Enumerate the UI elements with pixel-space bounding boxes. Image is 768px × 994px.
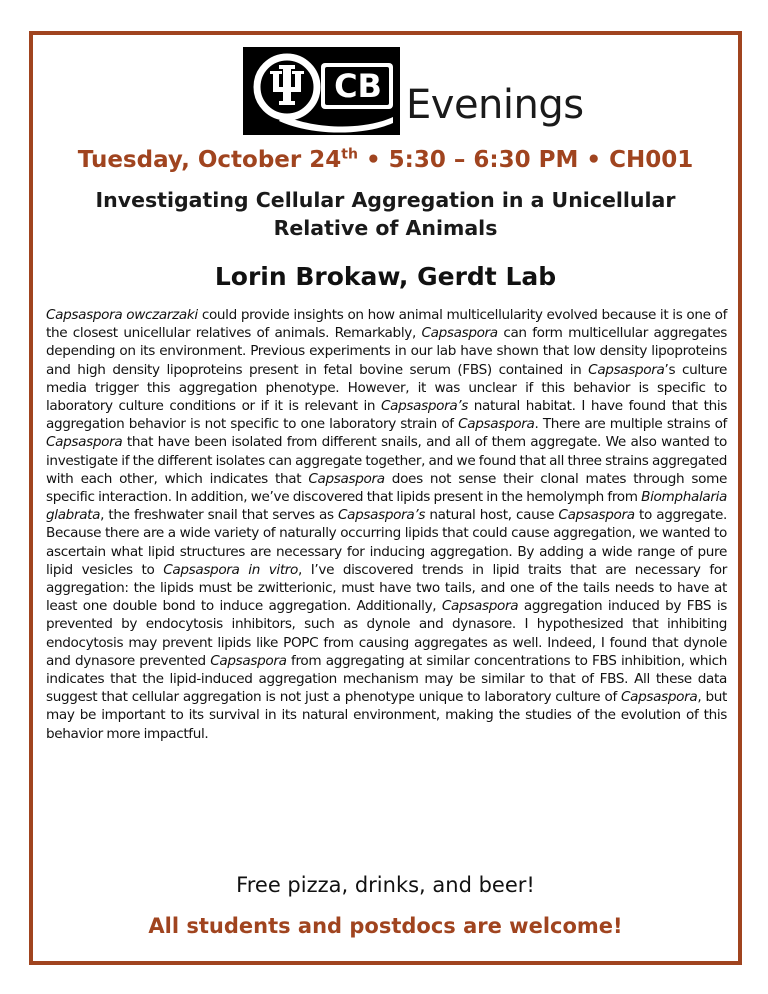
date-ordinal-suffix: th	[341, 146, 358, 163]
abstract-text: , the freshwater snail that serves as	[100, 507, 339, 524]
event-time: 5:30 – 6:30 PM	[388, 147, 579, 173]
abstract-italic-term: Capsaspora	[308, 470, 385, 487]
abstract-italic-term: Capsaspora	[421, 325, 498, 342]
abstract-text: natural host, cause	[425, 507, 559, 524]
series-title: Evenings	[406, 82, 584, 128]
event-dateline	[33, 145, 738, 175]
abstract-text: does not sense their clonal mates through some specific interaction. In addition, we’ve discovered that lipids present in the hemolymph from	[46, 470, 727, 506]
qcb-logo	[243, 47, 400, 135]
perks-line: Free pizza, drinks, and beer!	[236, 873, 535, 897]
abstract-italic-term: Capsaspora’s	[338, 507, 426, 524]
abstract-italic-term: Capsaspora’s	[380, 398, 468, 415]
abstract-text: ’s culture media trigger this aggregation phenotype. However, it was unclear if this behavior is specific to laboratory culture conditions or if it is relevant in	[46, 361, 727, 415]
abstract-text: . There are multiple strains of	[534, 416, 727, 433]
talk-title-line-1: Investigating Cellular Aggregation in a Unicellular	[95, 188, 676, 212]
abstract-italic-term: Capsaspora	[210, 652, 287, 669]
abstract-italic-term: Capsaspora	[458, 416, 535, 433]
abstract-text: aggregation induced by FBS is prevented by endocytosis inhibitors, such as dynole and dynasore. I hypothesized that inhibiting endocytosis may prevent lipids like POPC from causing aggregates as well. Indeed, I found that dynole and dynasore prevented	[46, 598, 727, 669]
abstract-italic-term: Capsaspora	[621, 689, 698, 706]
abstract-italic-term: Capsaspora	[441, 598, 519, 615]
abstract-text: can form multicellular aggregates depending on its environment. Previous experiments in our lab have shown that low density lipoproteins and high density lipoproteins present in fetal bovine serum (FBS) contained in	[46, 325, 728, 378]
poster-border	[29, 31, 742, 965]
abstract-text: , but may be important to its survival in its natural environment, making the studies of the evolution of this behavior more impactful.	[46, 689, 727, 742]
abstract-italic-term: Capsaspora	[588, 361, 665, 378]
abstract-text: from aggregating at similar concentrations to FBS inhibition, which indicates that the lipid-induced aggregation mechanism may be similar to that of FBS. All these data suggest that cellular aggregation is not just a phenotype unique to laboratory culture of	[46, 652, 727, 706]
abstract-text: , I’ve discovered trends in lipid traits that are necessary for aggregation: the lipids must be zwitterionic, must have two tails, and one of the tails needs to have at least one double bond to induce aggregation. Additionally,	[46, 561, 727, 615]
abstract-italic-term: Capsaspora	[558, 507, 635, 524]
poster-header	[33, 47, 738, 137]
abstract-italic-term: Capsaspora owczarzaki	[46, 307, 198, 323]
welcome-line: All students and postdocs are welcome!	[148, 914, 623, 938]
dateline-separator: •	[357, 147, 389, 173]
logo-cb-text: CB	[334, 67, 382, 105]
abstract-italic-term: Capsaspora	[46, 434, 123, 451]
talk-title-line-2: Relative of Animals	[273, 216, 498, 240]
abstract-text: natural habitat. I have found that this aggregation behavior is not specific to one laboratory strain of	[46, 398, 727, 433]
abstract-italic-term: Biomphalaria glabrata	[46, 489, 727, 524]
speaker-name: Lorin Brokaw, Gerdt Lab	[214, 262, 557, 291]
abstract-italic-term: Capsaspora in vitro	[163, 561, 299, 578]
event-room: CH001	[609, 147, 694, 173]
abstract-text: that have been isolated from different snails, and all of them aggregate. We also wanted to investigate if the different isolates can aggregate together, and we found that all three strains aggregated with each other, which indicates that	[46, 434, 727, 487]
abstract-text: could provide insights on how animal multicellularity evolved because it is one of the closest unicellular relatives of animals. Remarkably,	[46, 307, 728, 342]
abstract-text: to aggregate. Because there are a wide variety of naturally occurring lipids that could cause aggregation, we wanted to ascertain what lipid structures are necessary for inducing aggregation. By adding a wide range of pure lipid vesicles to	[46, 507, 727, 578]
event-date: Tuesday, October 24	[77, 147, 342, 173]
abstract-paragraph	[46, 306, 727, 743]
talk-title	[73, 186, 698, 242]
dateline-separator: •	[578, 147, 610, 173]
